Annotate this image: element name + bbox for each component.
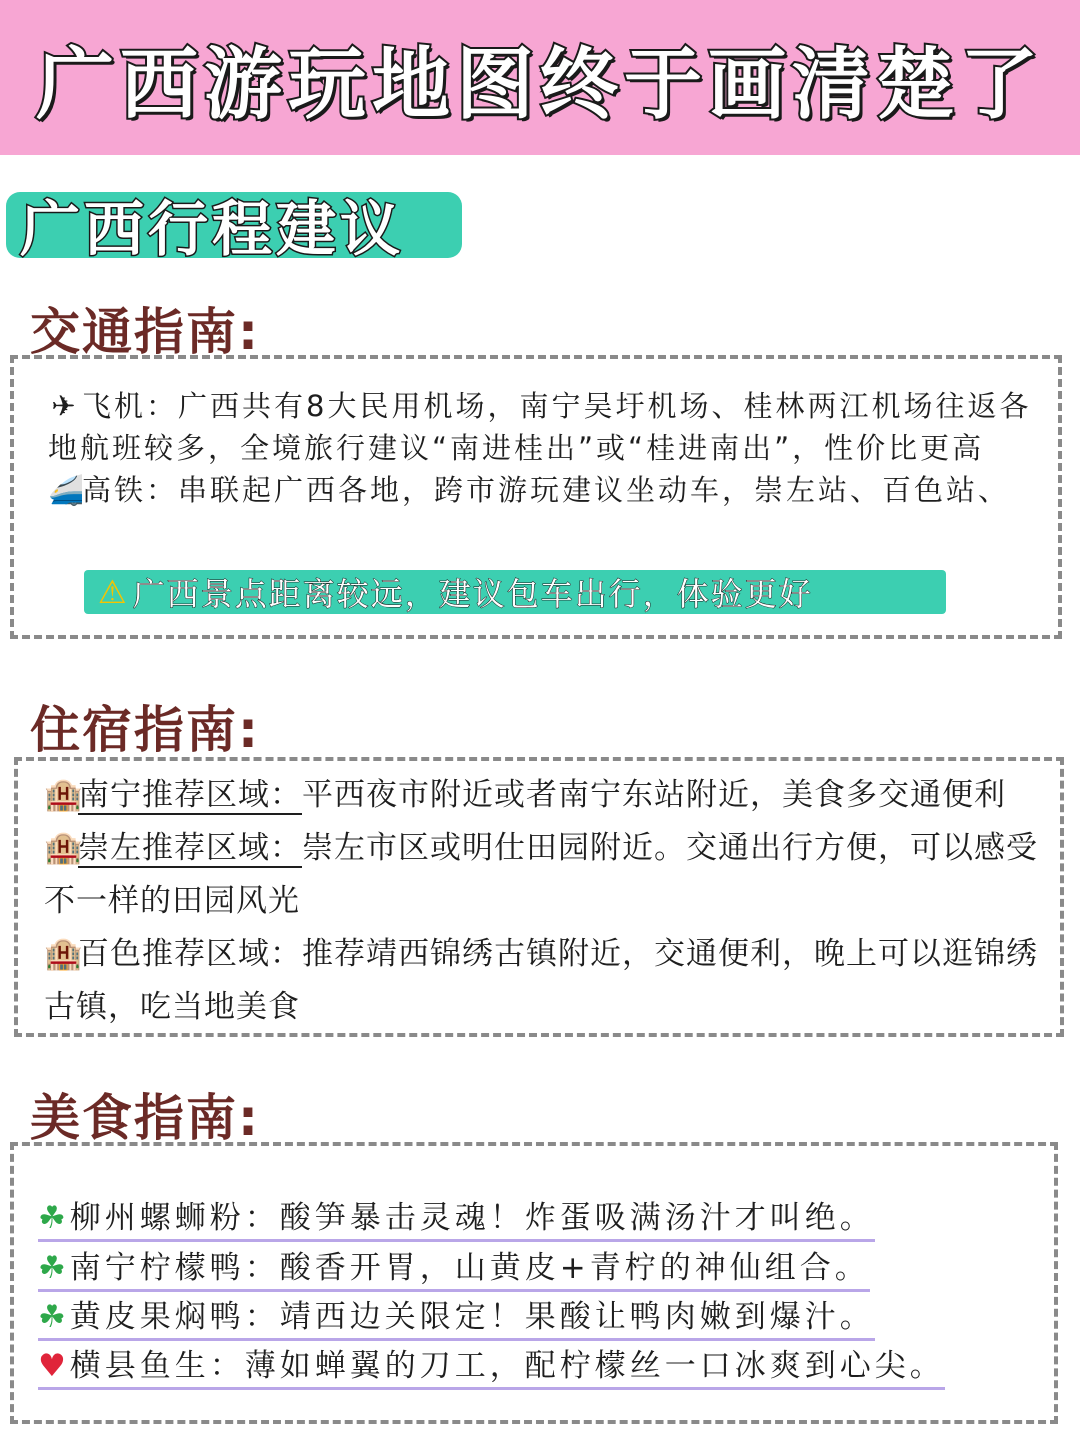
train-text: 高铁：串联起广西各地，跨市游玩建议坐动车，崇左站、百色站、 <box>82 473 1011 507</box>
clover-icon: ☘ <box>38 1200 70 1236</box>
transport-heading: 交通指南: <box>30 303 260 361</box>
food-item-text: 黄皮果焖鸭：靖西边关限定！果酸让鸭肉嫩到爆汁。 <box>69 1299 875 1335</box>
section-tag-label: 广西行程建议 <box>20 195 404 265</box>
stay-item-nanning <box>44 769 1048 822</box>
hotel-icon: 🏨 <box>44 936 84 972</box>
stay-item-label: 南宁推荐区域： <box>78 777 302 813</box>
stay-item-text: 推荐靖西锦绣古镇附近，交通便利，晚上可以逛锦绣古镇，吃当地美食 <box>44 936 1038 1025</box>
food-item-text: 柳州螺蛳粉：酸笋暴击灵魂！炸蛋吸满汤汁才叫绝。 <box>69 1200 875 1236</box>
transport-content <box>48 385 1038 511</box>
airplane-icon: ✈ <box>51 389 79 423</box>
plane-paragraph <box>48 385 1038 469</box>
stay-heading: 住宿指南: <box>30 701 260 759</box>
hotel-icon: 🏨 <box>44 830 84 866</box>
stay-box <box>14 757 1064 1037</box>
stay-item-text: 崇左市区或明仕田园附近。交通出行方便，可以感受不一样的田园风光 <box>44 830 1038 919</box>
warning-icon: ⚠ <box>98 573 129 611</box>
stay-content <box>44 769 1048 1034</box>
heart-icon: ♥ <box>38 1348 70 1384</box>
page-title: 广西游玩地图终于画清楚了 <box>35 39 1044 130</box>
food-item-text: 南宁柠檬鸭：酸香开胃，山黄皮+青柠的神仙组合。 <box>69 1250 870 1286</box>
train-paragraph <box>48 469 1038 511</box>
stay-item-chongzuo <box>44 822 1048 928</box>
food-item <box>38 1291 875 1341</box>
stay-item-label: 崇左推荐区域： <box>78 830 302 866</box>
title-banner <box>0 0 1080 155</box>
stay-item-text: 平西夜市附近或者南宁东站附近，美食多交通便利 <box>302 777 1006 813</box>
section-tag <box>6 192 462 265</box>
high-speed-train-icon: 🚄 <box>48 473 88 507</box>
clover-icon: ☘ <box>38 1250 70 1286</box>
food-item-text: 横县鱼生：薄如蝉翼的刀工，配柠檬丝一口冰爽到心尖。 <box>69 1348 945 1384</box>
stay-item-baise <box>44 928 1048 1034</box>
food-heading: 美食指南: <box>30 1089 260 1147</box>
clover-icon: ☘ <box>38 1299 70 1335</box>
notice-text: 广西景点距离较远，建议包车出行，体验更好 <box>132 575 813 613</box>
notice-banner <box>84 570 946 614</box>
stay-item-label: 百色推荐区域： <box>78 936 302 972</box>
food-item <box>38 1192 875 1242</box>
food-item <box>38 1340 945 1390</box>
plane-text: 飞机：广西共有8大民用机场，南宁吴圩机场、桂林两江机场往返各地航班较多，全境旅行建议“南进桂出”或“桂进南出”，性价比更高 <box>48 389 1032 465</box>
food-item <box>38 1242 870 1292</box>
hotel-icon: 🏨 <box>44 777 84 813</box>
